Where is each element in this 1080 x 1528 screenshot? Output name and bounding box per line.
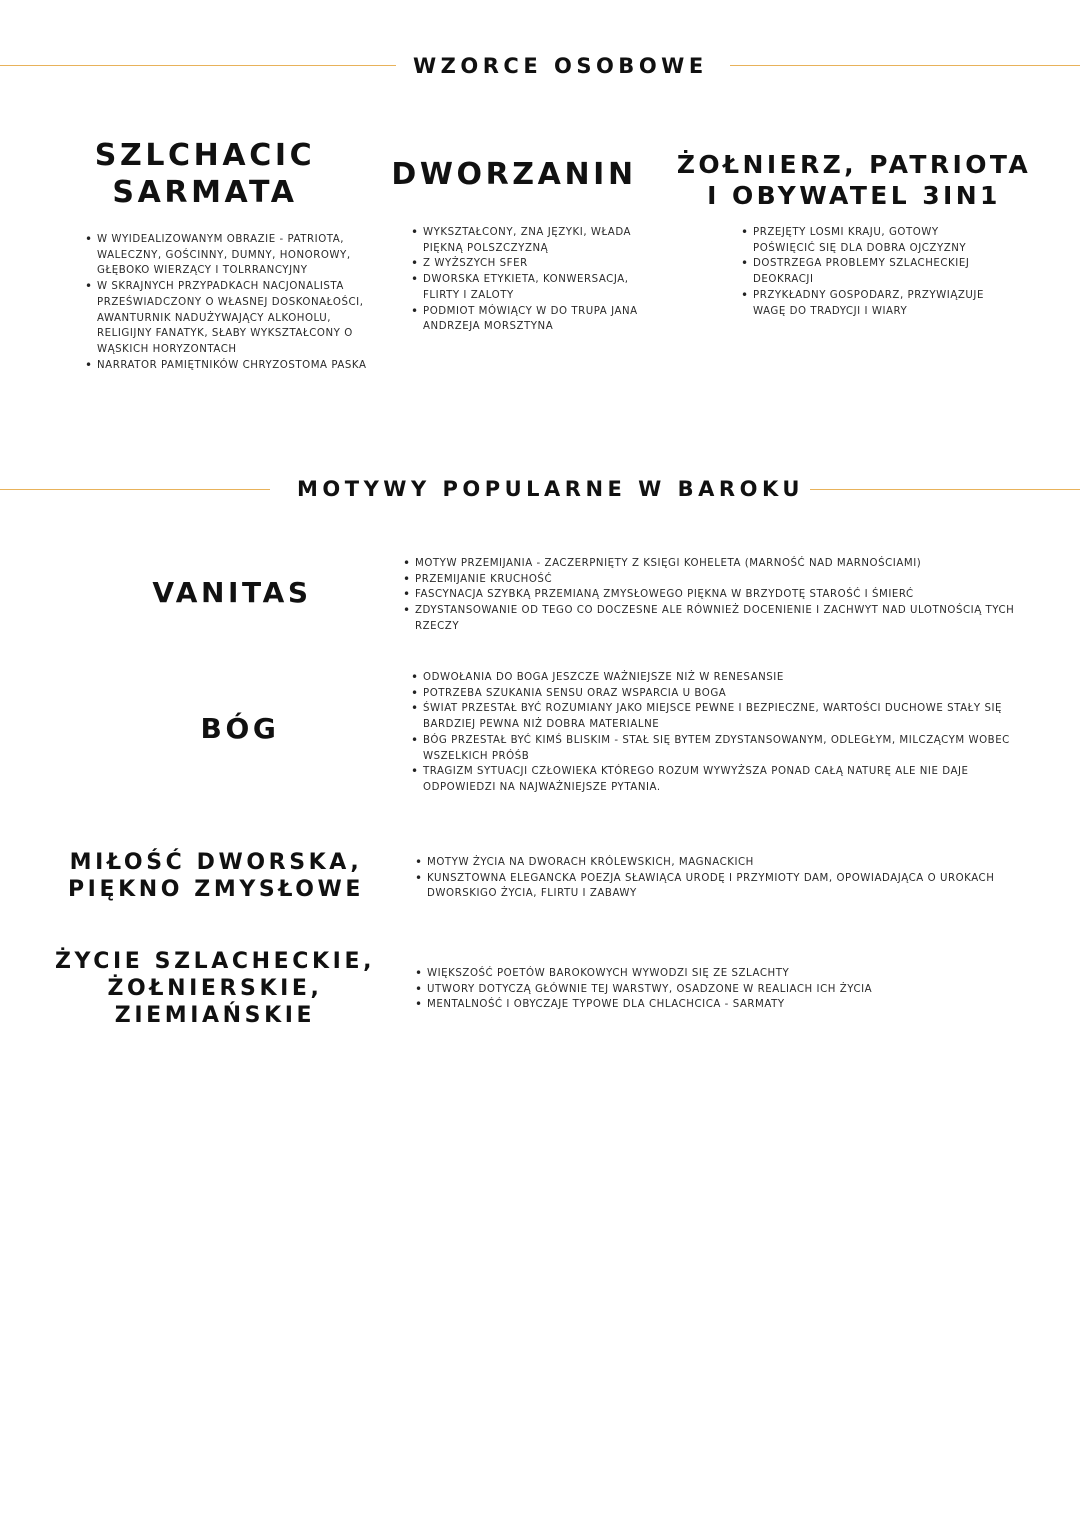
list-item: • FASCYNACJA SZYBKĄ PRZEMIANĄ ZMYSŁOWEGO PIĘKNA W BRZYDOTĘ STAROŚĆ I ŚMIERĆ bbox=[415, 587, 1015, 603]
list-item: • KUNSZTOWNA ELEGANCKA POEZJA SŁAWIĄCA URODĘ I PRZYMIOTY DAM, OPOWIADAJĄCA O UROKACH DWORSKIGO ŻYCIA, FLIRTU I ZABAWY bbox=[427, 871, 1031, 902]
motif-title-line: ŻOŁNIERSKIE, bbox=[107, 975, 323, 1001]
motif-title-line: ZIEMIAŃSKIE bbox=[114, 1002, 316, 1028]
list-item: • W SKRAJNYCH PRZYPADKACH NACJONALISTA PRZEŚWIADCZONY O WŁASNEJ DOSKONAŁOŚCI, AWANTURNIK NADUŻYWAJĄCY ALKOHOLU, RELIGIJNY FANATYK, SŁABY WYKSZTAŁCONY O WĄSKICH HORYZONTACH bbox=[97, 279, 367, 358]
list-item: • WYKSZTAŁCONY, ZNA JĘZYKI, WŁADA PIĘKNĄ POLSZCZYZNĄ bbox=[423, 225, 663, 256]
list-item: • MOTYW PRZEMIJANIA - ZACZERPNIĘTY Z KSIĘGI KOHELETA (MARNOŚĆ NAD MARNOŚCIAMI) bbox=[415, 556, 1015, 572]
motif-bullets-vanitas bbox=[402, 556, 1015, 635]
motif-title-line: ŻYCIE SZLACHECKIE, bbox=[54, 949, 376, 974]
motif-title-line: MIŁOŚĆ DWORSKA, bbox=[69, 850, 363, 875]
persona-bullets-zolnierz bbox=[740, 225, 1003, 319]
list-item: • DWORSKA ETYKIETA, KONWERSACJA, FLIRTY I ZALOTY bbox=[423, 272, 663, 303]
list-item: • NARRATOR PAMIĘTNIKÓW CHRYZOSTOMA PASKA bbox=[97, 358, 367, 374]
section2-rule-right bbox=[810, 489, 1080, 490]
list-item: • PRZEMIJANIE KRUCHOŚĆ bbox=[415, 572, 1015, 588]
motif-title-milosc-dworska bbox=[56, 850, 376, 904]
motif-title-bog bbox=[150, 712, 330, 746]
section2-title: MOTYWY POPULARNE W BAROKU bbox=[297, 477, 804, 501]
motif-title-vanitas bbox=[120, 576, 344, 610]
list-item: • ZDYSTANSOWANIE OD TEGO CO DOCZESNE ALE RÓWNIEŻ DOCENIENIE I ZACHWYT NAD ULOTNOŚCIĄ TYCH RZECZY bbox=[415, 603, 1015, 634]
persona-title-line: SZLCHACIC bbox=[94, 138, 316, 173]
list-item: • ODWOŁANIA DO BOGA JESZCZE WAŻNIEJSZE NIŻ W RENESANSIE bbox=[423, 670, 1035, 686]
list-item: • BÓG PRZESTAŁ BYĆ KIMŚ BLISKIM - STAŁ SIĘ BYTEM ZDYSTANSOWANYM, ODLEGŁYM, MILCZĄCYM WOBEC WSZELKICH PRÓŚB bbox=[423, 733, 1035, 764]
persona-bullets-szlachcic bbox=[84, 232, 367, 373]
persona-title-szlachcic bbox=[50, 138, 360, 211]
list-item: • PRZEJĘTY LOSMI KRAJU, GOTOWY POŚWIĘCIĆ SIĘ DLA DOBRA OJCZYZNY bbox=[753, 225, 1003, 256]
motif-bullets-bog bbox=[410, 670, 1035, 796]
motif-title-zycie-szlacheckie bbox=[44, 949, 386, 1029]
motif-title-line: PIĘKNO ZMYSŁOWE bbox=[67, 876, 365, 902]
section1-title: WZORCE OSOBOWE bbox=[413, 54, 708, 78]
list-item: • PRZYKŁADNY GOSPODARZ, PRZYWIĄZUJE WAGĘ DO TRADYCJI I WIARY bbox=[753, 288, 1003, 319]
section1-rule-left bbox=[0, 65, 396, 66]
list-item: • W WYIDEALIZOWANYM OBRAZIE - PATRIOTA, WALECZNY, GOŚCINNY, DUMNY, HONOROWY, GŁĘBOKO WIERZĄCY I TOLRRANCYJNY bbox=[97, 232, 367, 279]
list-item: • MOTYW ŻYCIA NA DWORACH KRÓLEWSKICH, MAGNACKICH bbox=[427, 855, 1031, 871]
persona-title-dworzanin bbox=[382, 157, 646, 194]
list-item: • PODMIOT MÓWIĄCY W DO TRUPA JANA ANDRZEJA MORSZTYNA bbox=[423, 304, 663, 335]
list-item: • MENTALNOŚĆ I OBYCZAJE TYPOWE DLA CHLACHCICA - SARMATY bbox=[427, 997, 1031, 1013]
list-item: • ŚWIAT PRZESTAŁ BYĆ ROZUMIANY JAKO MIEJSCE PEWNE I BEZPIECZNE, WARTOŚCI DUCHOWE STAŁY SIĘ BARDZIEJ PEWNA NIŻ DOBRA MATERIALNE bbox=[423, 701, 1035, 732]
persona-title-line: SARMATA bbox=[112, 174, 298, 210]
motif-bullets-milosc-dworska bbox=[414, 855, 1031, 902]
motif-title-line: VANITAS bbox=[152, 576, 312, 609]
persona-title-zolnierz bbox=[676, 150, 1032, 211]
list-item: • POTRZEBA SZUKANIA SENSU ORAZ WSPARCIA U BOGA bbox=[423, 686, 1035, 702]
section2-rule-left bbox=[0, 489, 270, 490]
persona-title-line: ŻOŁNIERZ, PATRIOTA bbox=[676, 150, 1032, 179]
list-item: • TRAGIZM SYTUACJI CZŁOWIEKA KTÓREGO ROZUM WYWYŻSZA PONAD CAŁĄ NATURĘ ALE NIE DAJE ODPOWIEDZI NA NAJWAŻNIEJSZE PYTANIA. bbox=[423, 764, 1035, 795]
list-item: • DOSTRZEGA PROBLEMY SZLACHECKIEJ DEOKRACJI bbox=[753, 256, 1003, 287]
persona-title-line: DWORZANIN bbox=[391, 157, 637, 192]
list-item: • UTWORY DOTYCZĄ GŁÓWNIE TEJ WARSTWY, OSADZONE W REALIACH ICH ŻYCIA bbox=[427, 982, 1031, 998]
list-item: • Z WYŻSZYCH SFER bbox=[423, 256, 663, 272]
list-item: • WIĘKSZOŚĆ POETÓW BAROKOWYCH WYWODZI SIĘ ZE SZLACHTY bbox=[427, 966, 1031, 982]
section1-rule-right bbox=[730, 65, 1080, 66]
motif-bullets-zycie-szlacheckie bbox=[414, 966, 1031, 1013]
persona-title-line: I OBYWATEL 3IN1 bbox=[707, 180, 1001, 210]
motif-title-line: BÓG bbox=[200, 712, 280, 745]
persona-bullets-dworzanin bbox=[410, 225, 663, 335]
